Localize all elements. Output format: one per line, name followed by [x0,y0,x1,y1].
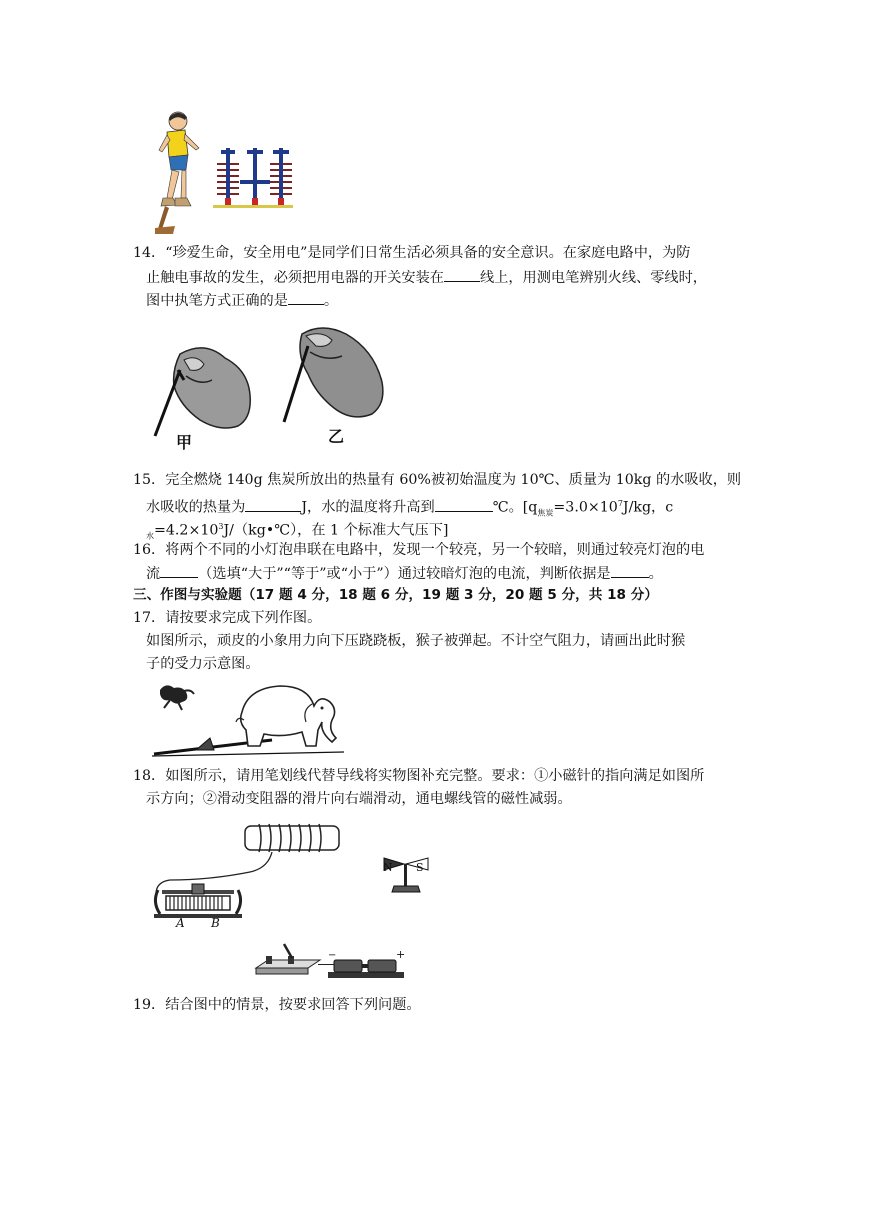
q17-line-2: 如图所示，顽皮的小象用力向下压跷跷板，猴子被弹起。不计空气阻力，请画出此时猴 [146,633,686,649]
battery-label-plus: + [396,948,406,961]
answer-blank[interactable] [611,563,649,578]
rheostat-figure [152,882,244,920]
q15-line-1: 15．完全燃烧 140g 焦炭所放出的热量有 60%被初始温度为 10℃、质量为 10kg 的水吸收，则 [133,472,742,488]
switch-figure [254,940,322,978]
boy-pole-figure [155,110,300,235]
q15-text: =3.0×10 [553,499,618,516]
answer-blank[interactable] [435,497,493,512]
battery-label-minus: − [328,950,337,961]
q16-line-1: 16．将两个不同的小灯泡串联在电路中，发现一个较亮，另一个较暗，则通过较亮灯泡的电 [133,542,705,558]
q17-line-1: 17．请按要求完成下列作图。 [133,610,322,626]
compass-label-n: N [383,861,393,874]
q15-text: ℃。[q [492,499,538,516]
q14-line-3 [146,290,338,311]
q16-text: （选填“大于”“等于”或“小于”）通过较暗灯泡的电流，判断依据是 [198,566,611,582]
label-yi: 乙 [328,427,345,446]
q19-line-1: 19．结合图中的情景，按要求回答下列问题。 [133,997,421,1013]
elephant-seesaw-figure [152,680,344,760]
q14-text: 止触电事故的发生，必须把用电器的开关安装在 [146,270,444,286]
rheostat-label-b: B [211,916,220,930]
q15-text: J，水的温度将升高到 [301,499,435,516]
q14-text: 线上，用测电笔辨别火线、零线时， [479,270,707,286]
q17-line-3: 子的受力示意图。 [146,656,260,672]
battery-figure [326,952,406,980]
q15-text: J/（kg•℃），在 1 个标准大气压下] [223,522,449,539]
section-heading: 三、作图与实验题（17 题 4 分，18 题 6 分，19 题 3 分，20 题 5 分，共 18 分） [133,587,658,603]
hand-pen-figure-jia [150,340,255,440]
q18-line-1: 18．如图所示，请用笔划线代替导线将实物图补充完整。要求：①小磁针的指向满足如图所 [133,768,705,784]
q14-text: 。 [323,293,339,309]
q15-text: 水吸收的热量为 [146,499,246,516]
q14-text: 图中执笔方式正确的是 [146,293,288,309]
answer-blank[interactable] [288,290,324,305]
q15-text: =4.2×10 [154,522,219,539]
q14-line-1: 14．“珍爱生命，安全用电”是同学们日常生活必须具备的安全意识。在家庭电路中，为防 [133,245,691,261]
answer-blank[interactable] [444,267,480,282]
q16-line-2 [146,563,663,584]
hand-pen-figure-yi [282,322,387,437]
rheostat-label-a: A [176,916,185,930]
subscript: 水 [146,531,154,541]
q14-line-2 [146,267,707,288]
q16-text: 流 [146,566,161,582]
subscript: 焦炭 [537,508,554,518]
q15-text: J/kg，c [622,499,674,516]
answer-blank[interactable] [160,563,198,578]
q18-line-2: 示方向；②滑动变阻器的滑片向右端滑动，通电螺线管的磁性减弱。 [146,791,572,807]
q16-text: 。 [648,566,663,582]
answer-blank[interactable] [245,497,301,512]
compass-label-s: S [416,861,424,874]
label-jia: 甲 [176,433,193,452]
superscript: 7 [617,499,623,508]
superscript: 3 [218,522,224,531]
